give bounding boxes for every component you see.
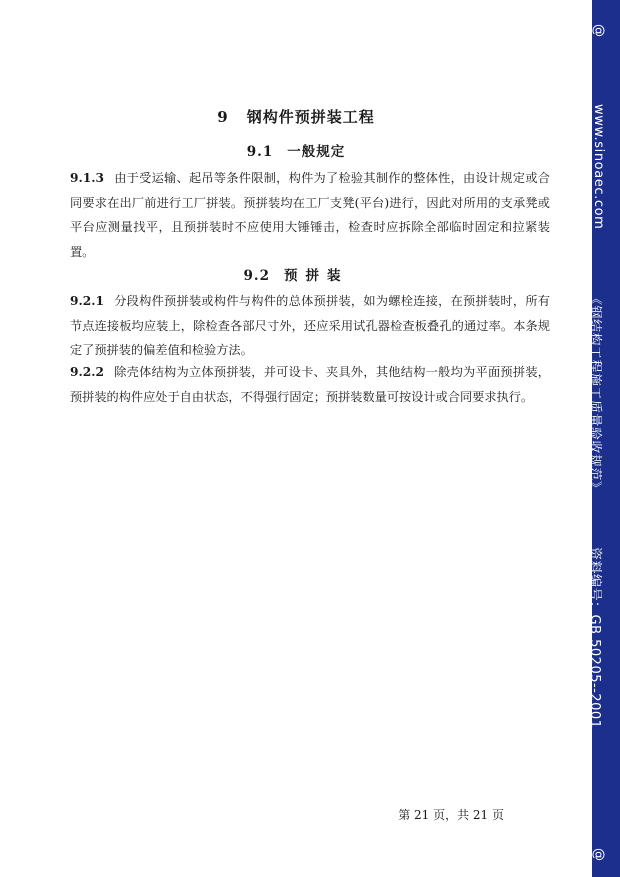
section-heading xyxy=(0,140,592,160)
clause-text: 由于受运输、起吊等条件限制，构件为了检验其制作的整体性，由设计规定或合同要求在出厂前进行工厂拼装。预拼装均在工厂支凳(平台)进行，因此对所用的支承凳或平台应测量找平，且预拼装时不应使用大锤锤击，检查时应拆除全部临时固定和拉紧装置。 xyxy=(70,171,550,259)
clause-text: 分段构件预拼装或构件与构件的总体预拼装，如为螺栓连接，在预拼装时，所有节点连接板均应装上，除检查各部尺寸外，还应采用试孔器检查板叠孔的通过率。本条规定了预拼装的偏差值和检验方法。 xyxy=(70,294,550,357)
chapter-number: 9 xyxy=(217,108,229,126)
chapter-title-text: 钢构件预拼装工程 xyxy=(246,108,375,126)
chapter-title xyxy=(0,106,592,127)
section-number: 9.2 xyxy=(243,268,270,284)
clause-number: 9.2.1 xyxy=(70,294,104,308)
section-title-text: 一般规定 xyxy=(287,144,346,160)
page-number: 第 21 页，共 21 页 xyxy=(398,808,504,822)
at-symbol-top: @ xyxy=(591,24,606,37)
clause-paragraph xyxy=(70,166,550,264)
clause-paragraph xyxy=(70,360,550,409)
clause-paragraph xyxy=(70,289,550,363)
section-title-text: 预拼装 xyxy=(284,268,349,284)
document-code-label: 资料编号： xyxy=(587,547,602,615)
side-banner xyxy=(587,0,620,877)
section-number: 9.1 xyxy=(246,144,274,160)
document-title: 《钢结构工程施工质量验收规范》 xyxy=(587,292,602,495)
website-url: www.sinoaec.com xyxy=(591,104,606,230)
clause-number: 9.2.2 xyxy=(70,365,104,379)
clause-text: 除壳体结构为立体预拼装，并可设卡、夹具外，其他结构一般均为平面预拼装，预拼装的构件应处于自由状态，不得强行固定；预拼装数量可按设计或合同要求执行。 xyxy=(70,365,550,404)
document-code xyxy=(587,547,606,728)
section-heading xyxy=(0,264,592,284)
clause-number: 9.1.3 xyxy=(70,171,104,185)
at-symbol-bottom: @ xyxy=(591,848,606,861)
document-code-value: GB 50205--2001 xyxy=(587,614,602,729)
